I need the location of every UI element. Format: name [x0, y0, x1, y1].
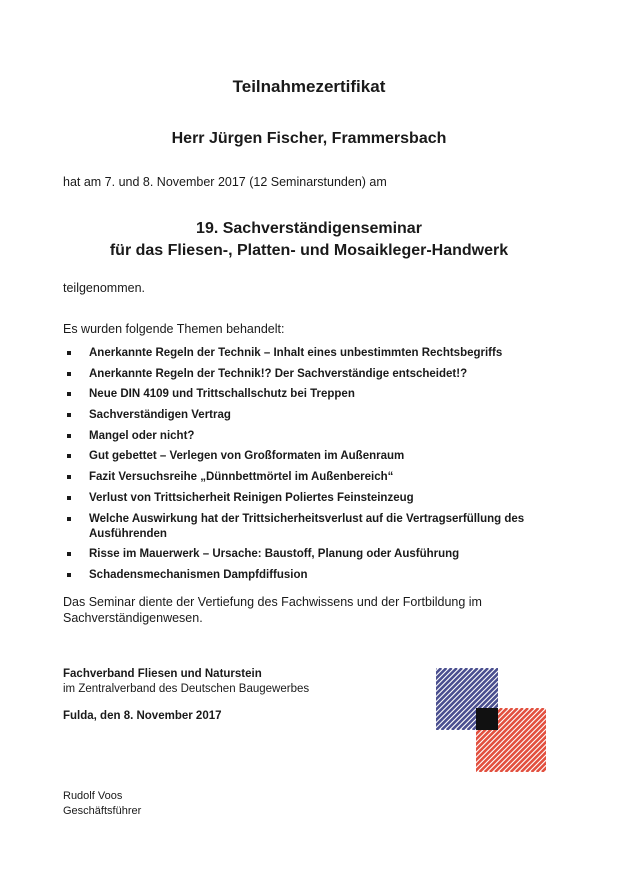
topic-item: Welche Auswirkung hat der Trittsicherheitsverlust auf die Vertragserfüllung des Ausführenden [63, 512, 563, 542]
organization-name: Fachverband Fliesen und Naturstein [63, 668, 262, 680]
seminar-title [0, 218, 618, 262]
certificate-title: Teilnahmezertifikat [232, 77, 386, 96]
signer-name: Rudolf Voos [63, 790, 123, 802]
logo-graphic [436, 668, 546, 772]
topics-intro: Es wurden folgende Themen behandelt: [63, 322, 285, 336]
logo-black-square [476, 708, 498, 730]
signer-role: Geschäftsführer [63, 805, 142, 817]
topic-item: Gut gebettet – Verlegen von Großformaten im Außenraum [63, 449, 563, 464]
topic-item: Sachverständigen Vertrag [63, 408, 563, 423]
topic-item: Anerkannte Regeln der Technik – Inhalt eines unbestimmten Rechtsbegriffs [63, 346, 563, 361]
topics-list [63, 346, 563, 589]
topic-item: Mangel oder nicht? [63, 429, 563, 444]
topic-item: Fazit Versuchsreihe „Dünnbettmörtel im Außenbereich“ [63, 470, 563, 485]
topic-item: Schadensmechanismen Dampfdiffusion [63, 568, 563, 583]
topic-item: Anerkannte Regeln der Technik!? Der Sachverständige entscheidet!? [63, 367, 563, 382]
topic-item: Verlust von Trittsicherheit Reinigen Poliertes Feinsteinzeug [63, 491, 563, 506]
closing-text: Das Seminar diente der Vertiefung des Fachwissens und der Fortbildung im Sachverständigenwesen. [63, 595, 482, 625]
dates-line: hat am 7. und 8. November 2017 (12 Seminarstunden) am [63, 175, 387, 189]
seminar-title-line2: für das Fliesen-, Platten- und Mosaikleger-Handwerk [109, 242, 509, 259]
signature-block [63, 789, 141, 819]
organization-subtitle: im Zentralverband des Deutschen Baugewerbes [63, 683, 310, 695]
place-date: Fulda, den 8. November 2017 [63, 710, 222, 722]
topic-item: Risse im Mauerwerk – Ursache: Baustoff, Planung oder Ausführung [63, 547, 563, 562]
participated-text: teilgenommen. [63, 281, 145, 295]
participant-name: Herr Jürgen Fischer, Frammersbach [171, 130, 447, 147]
topic-item: Neue DIN 4109 und Trittschallschutz bei Treppen [63, 387, 563, 402]
fachverband-logo-icon [436, 668, 546, 772]
seminar-title-line1: 19. Sachverständigenseminar [196, 220, 422, 237]
